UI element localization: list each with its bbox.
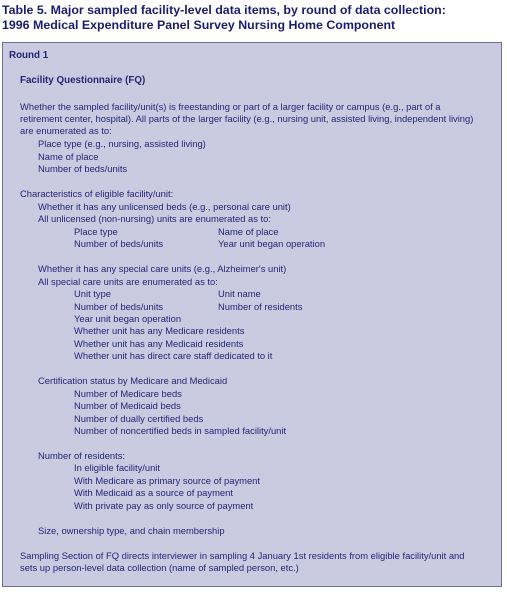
intro-item: Number of beds/units — [38, 163, 128, 174]
round-label: Round 1 — [9, 50, 49, 61]
unlicensed-item: Name of place — [218, 226, 279, 237]
certification-item: Number of dually certified beds — [74, 413, 204, 424]
residents-item: With Medicaid as a source of payment — [74, 487, 233, 498]
table-panel — [2, 42, 502, 587]
residents-heading: Number of residents: — [38, 450, 126, 461]
table-title-line-1: Table 5. Major sampled facility-level data items, by round of data collection: — [2, 3, 446, 17]
certification-item: Number of Medicare beds — [74, 388, 182, 399]
residents-item: With private pay as only source of payment — [74, 500, 254, 511]
unlicensed-question: Whether it has any unlicensed beds (e.g., personal care unit) — [38, 201, 291, 212]
special-care-item: Number of residents — [218, 301, 303, 312]
unlicensed-enumeration: All unlicensed (non-nursing) units are enumerated as to: — [38, 213, 271, 224]
size-ownership-item: Size, ownership type, and chain membership — [38, 525, 225, 536]
certification-item: Number of Medicaid beds — [74, 400, 181, 411]
special-care-question: Whether it has any special care units (e.g., Alzheimer's unit) — [38, 263, 287, 274]
certification-item: Number of noncertified beds in sampled facility/unit — [74, 425, 287, 436]
special-care-item: Unit type — [74, 288, 111, 299]
unlicensed-item: Place type — [74, 226, 118, 237]
intro-item: Place type (e.g., nursing, assisted living) — [38, 138, 206, 149]
certification-heading: Certification status by Medicare and Medicaid — [38, 375, 228, 386]
intro-item: Name of place — [38, 151, 99, 162]
special-care-enumeration: All special care units are enumerated as to: — [38, 276, 218, 287]
unlicensed-item: Year unit began operation — [218, 238, 326, 249]
special-care-item: Year unit began operation — [74, 313, 182, 324]
unlicensed-item: Number of beds/units — [74, 238, 164, 249]
table-title-line-2: 1996 Medical Expenditure Panel Survey Nursing Home Component — [2, 18, 396, 32]
residents-item: With Medicare as primary source of payment — [74, 475, 261, 486]
special-care-item: Whether unit has any Medicare residents — [74, 325, 245, 336]
fq-heading: Facility Questionnaire (FQ) — [20, 75, 146, 86]
table-title — [2, 3, 505, 33]
sampling-line-1: Sampling Section of FQ directs interviewer in sampling 4 January 1st residents from eligible facility/unit and — [20, 550, 465, 561]
intro-line-3: are enumerated as to: — [20, 125, 112, 136]
characteristics-heading: Characteristics of eligible facility/unit: — [20, 188, 174, 199]
special-care-item: Whether unit has any Medicaid residents — [74, 338, 244, 349]
special-care-item: Unit name — [218, 288, 261, 299]
residents-item: In eligible facility/unit — [74, 462, 160, 473]
special-care-item: Number of beds/units — [74, 301, 164, 312]
sampling-line-2: sets up person-level data collection (name of sampled person, etc.) — [20, 562, 299, 573]
intro-line-2: retirement center, hospital). All parts of the larger facility (e.g., nursing unit, assisted living, independent living) — [20, 113, 474, 124]
intro-line-1: Whether the sampled facility/unit(s) is freestanding or part of a larger facility or campus (e.g., part of a — [20, 101, 441, 112]
special-care-item: Whether unit has direct care staff dedicated to it — [74, 350, 273, 361]
